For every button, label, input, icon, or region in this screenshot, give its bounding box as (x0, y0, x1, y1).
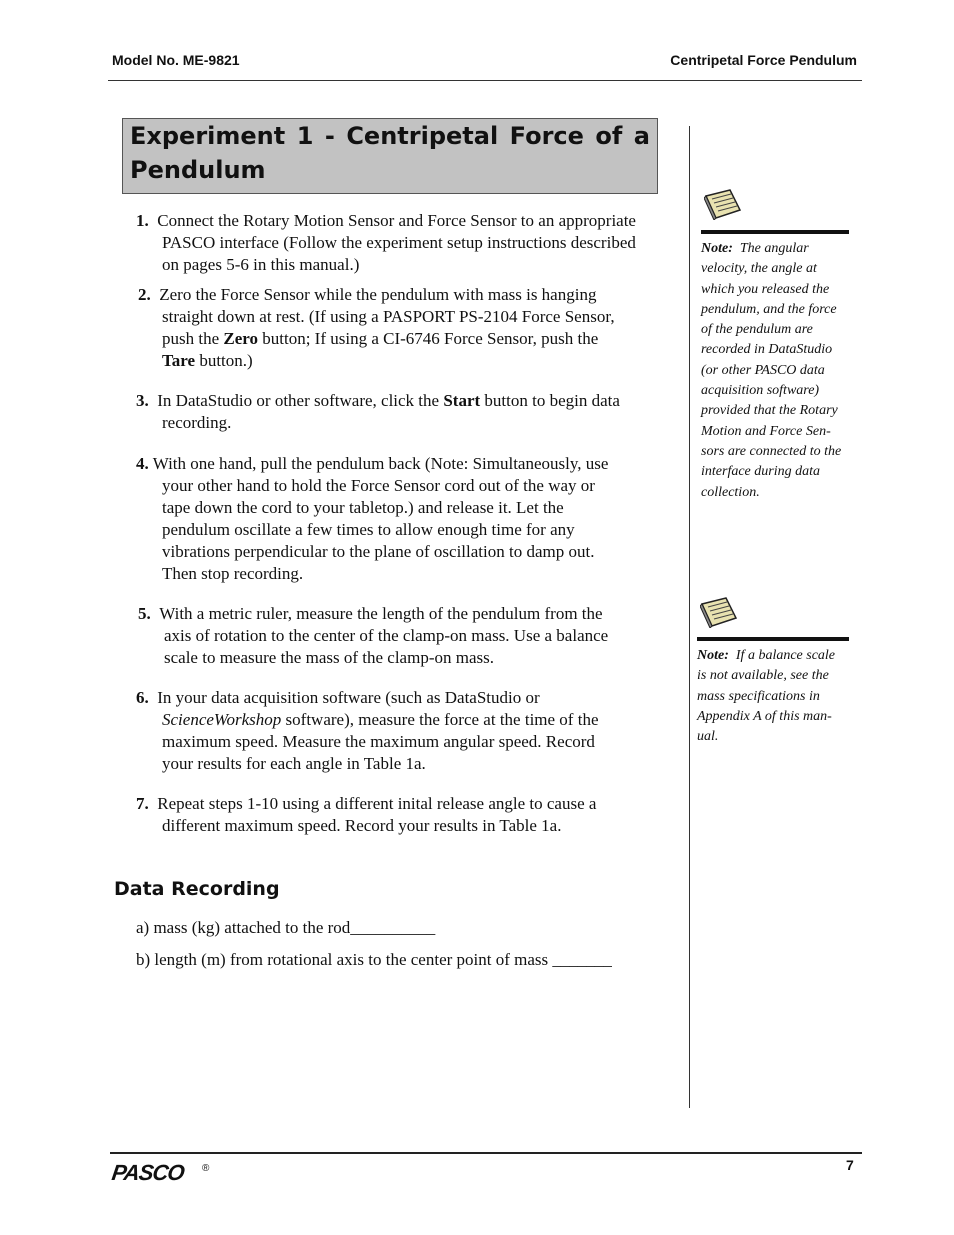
note-text-line: If a balance scale (735, 648, 836, 663)
note-text-line: interface during data (701, 464, 820, 480)
step-text-line (138, 350, 686, 372)
step-text: pendulum oscillate a few times to allow enough time for any (162, 520, 575, 539)
step-text: vibrations perpendicular to the plane of oscillation to damp out. (162, 542, 595, 561)
header-rule (108, 80, 862, 81)
header-model-number: Model No. ME-9821 (112, 52, 240, 68)
step-1 (136, 210, 684, 276)
step-text: button.) (195, 351, 253, 370)
step-text: In DataStudio or other software, click the (157, 391, 444, 410)
pasco-logo: PASCO (110, 1160, 186, 1185)
experiment-title-box (122, 118, 658, 194)
step-number: 1. (136, 211, 149, 230)
step-text: button to begin data (480, 391, 620, 410)
step-text: axis of rotation to the center of the clamp-on mass. Use a balance (164, 626, 609, 645)
note-text-line: mass specifications in (697, 688, 820, 704)
step-text: Then stop recording. (162, 564, 304, 583)
note-book-icon (700, 596, 738, 628)
tare-button-ref: Tare (162, 351, 196, 370)
note-label: Note: (697, 648, 729, 663)
step-7 (136, 793, 684, 837)
step-text-line (136, 709, 684, 731)
step-text: With one hand, pull the pendulum back (Note: Simultaneously, use (152, 454, 609, 473)
note-text-line: Motion and Force Sen- (701, 423, 831, 439)
step-text: push the (162, 329, 224, 348)
step-text: your results for each angle in Table 1a. (162, 754, 426, 773)
scienceworkshop-ref: ScienceWorkshop (162, 710, 282, 729)
step-number: 3. (136, 391, 149, 410)
note-text-line: pendulum, and the force (701, 301, 837, 317)
note-text-line: is not available, see the (697, 668, 829, 684)
step-text: on pages 5-6 in this manual.) (162, 255, 360, 274)
data-recording-heading: Data Recording (114, 878, 280, 900)
note-label: Note: (701, 241, 733, 256)
note-text-line: sors are connected to the (701, 443, 842, 459)
note-book-icon (704, 188, 742, 220)
step-text: recording. (162, 413, 232, 432)
step-text: button; If using a CI-6746 Force Sensor, push the (258, 329, 599, 348)
column-divider (689, 126, 690, 1108)
step-3 (136, 390, 684, 434)
note-text-line: ual. (697, 729, 719, 745)
side-note-angular-velocity (701, 239, 851, 503)
registered-mark: ® (202, 1163, 210, 1174)
step-text: Connect the Rotary Motion Sensor and Force Sensor to an appropriate (157, 211, 636, 230)
side-note-balance-scale (697, 646, 851, 747)
note-text-line: which you released the (701, 281, 830, 297)
note-text-line: of the pendulum are (701, 322, 813, 338)
step-number: 6. (136, 688, 149, 707)
step-text: your other hand to hold the Force Sensor cord out of the way or (162, 476, 595, 495)
step-number: 7. (136, 794, 149, 813)
step-text: Zero the Force Sensor while the pendulum with mass is hanging (159, 285, 597, 304)
step-text: Repeat steps 1-10 using a different inital release angle to cause a (157, 794, 597, 813)
experiment-title: Experiment 1 - Centripetal Force of a Pendulum (130, 122, 650, 184)
note-text-line: Appendix A of this man- (697, 708, 832, 724)
step-text: software), measure the force at the time of the (281, 710, 599, 729)
step-text: With a metric ruler, measure the length of the pendulum from the (159, 604, 603, 623)
step-number: 5. (138, 604, 151, 623)
note-text-line: provided that the Rotary (701, 403, 838, 419)
step-6 (136, 687, 684, 775)
page-number: 7 (846, 1157, 854, 1173)
note-rule (697, 637, 849, 641)
step-number: 2. (138, 285, 151, 304)
note-rule (701, 230, 849, 234)
data-recording-mass: a) mass (kg) attached to the rod__________ (136, 918, 436, 937)
step-text: PASCO interface (Follow the experiment setup instructions described (162, 233, 636, 252)
note-text-line: acquisition software) (701, 383, 820, 399)
note-text-line: The angular (739, 241, 809, 256)
step-number: 4. (136, 454, 149, 473)
step-text: straight down at rest. (If using a PASPORT PS-2104 Force Sensor, (162, 307, 615, 326)
step-text-line (138, 328, 686, 350)
note-text-line: velocity, the angle at (701, 261, 817, 277)
header-document-title: Centripetal Force Pendulum (670, 52, 857, 68)
step-text: In your data acquisition software (such as DataStudio or (157, 688, 540, 707)
step-4 (136, 453, 684, 585)
step-5 (138, 603, 686, 669)
step-text: maximum speed. Measure the maximum angular speed. Record (162, 732, 595, 751)
note-text-line: collection. (701, 484, 760, 500)
note-text-line: (or other PASCO data (701, 362, 825, 378)
step-text: scale to measure the mass of the clamp-on mass. (164, 648, 494, 667)
note-text-line: recorded in DataStudio (701, 342, 833, 358)
zero-button-ref: Zero (223, 329, 259, 348)
step-text: tape down the cord to your tabletop.) and release it. Let the (162, 498, 564, 517)
data-recording-length: b) length (m) from rotational axis to the center point of mass _______ (136, 950, 612, 969)
start-button-ref: Start (443, 391, 481, 410)
step-2 (138, 284, 686, 372)
footer-rule (110, 1152, 862, 1154)
step-text: different maximum speed. Record your results in Table 1a. (162, 816, 562, 835)
